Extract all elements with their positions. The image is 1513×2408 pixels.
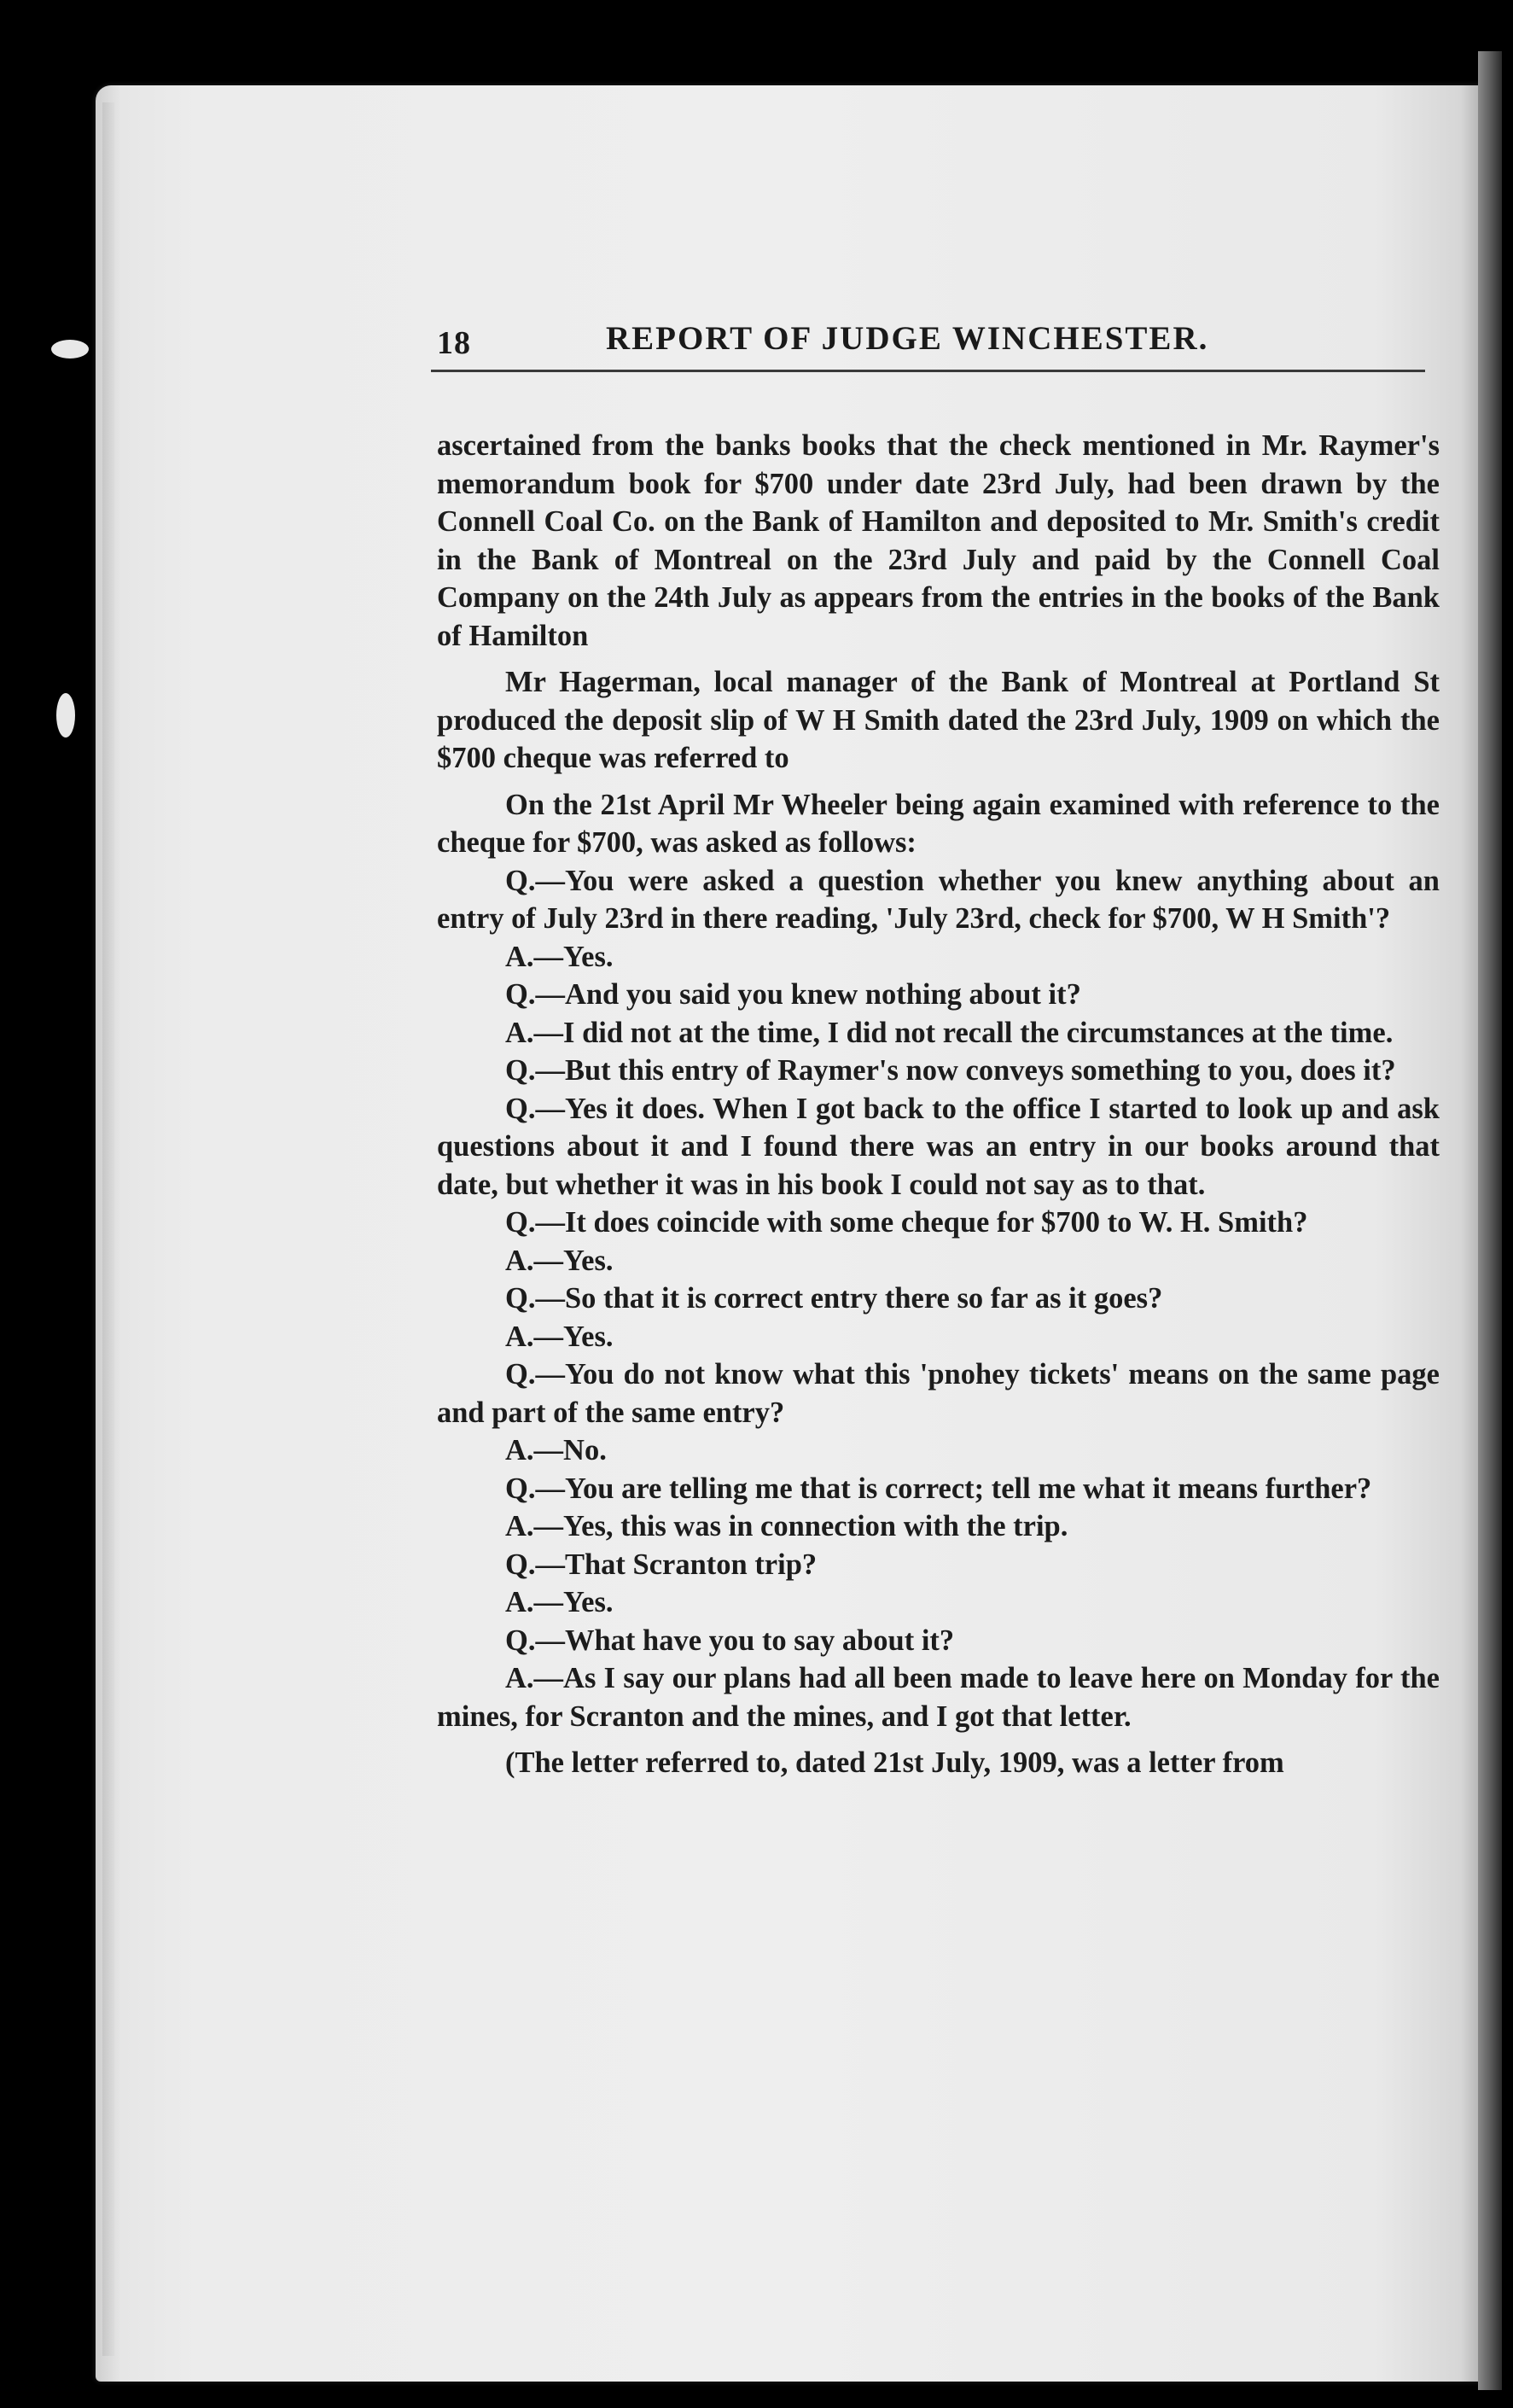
scan-speck (56, 693, 75, 738)
question: Q.—You were asked a question whether you knew anything about an entry of July 23rd in there reading, 'July 23rd, check for $700, W H Smith'? (437, 864, 1440, 935)
question: Q.—Yes it does. When I got back to the office I started to look up and ask questions about it and I found there was an entry in our books around that date, but whether it was in his book I could not say as to that. (437, 1092, 1440, 1201)
question: Q.—It does coincide with some cheque for $700 to W. H. Smith? (505, 1206, 1308, 1239)
question: Q.—What have you to say about it? (505, 1624, 955, 1657)
scan-speck (51, 340, 89, 359)
question: Q.—You do not know what this 'pnohey tickets' means on the same page and part of the same entry? (437, 1358, 1440, 1429)
question: Q.—So that it is correct entry there so far as it goes? (505, 1282, 1163, 1315)
paragraph: On the 21st April Mr Wheeler being again examined with reference to the cheque for $700, was asked as follows: (437, 788, 1440, 859)
body-text (437, 427, 1440, 1782)
answer: A.—I did not at the time, I did not recall the circumstances at the time. (505, 1016, 1394, 1049)
question: Q.—You are telling me that is correct; tell me what it means further? (505, 1472, 1372, 1505)
page-number: 18 (437, 325, 471, 361)
question: Q.—That Scranton trip? (505, 1548, 818, 1581)
question: Q.—But this entry of Raymer's now conveys something to you, does it? (505, 1054, 1396, 1087)
running-head: REPORT OF JUDGE WINCHESTER. (606, 320, 1209, 357)
page-header (437, 320, 1427, 376)
header-rule (431, 370, 1425, 372)
question: Q.—And you said you knew nothing about it? (505, 978, 1081, 1011)
paragraph: Mr Hagerman, local manager of the Bank of Montreal at Portland St produced the deposit slip of W H Smith dated the 23rd July, 1909 on which the $700 cheque was referred to (437, 666, 1440, 774)
page-edge-shadow (1478, 51, 1502, 2390)
answer: A.—As I say our plans had all been made to leave here on Monday for the mines, for Scranton and the mines, and I got that letter. (437, 1662, 1440, 1733)
paragraph: (The letter referred to, dated 21st July, 1909, was a letter from (505, 1746, 1284, 1779)
answer: A.—Yes, this was in connection with the trip. (505, 1510, 1068, 1542)
answer: A.—No. (505, 1434, 607, 1466)
answer: A.—Yes. (505, 1320, 614, 1353)
answer: A.—Yes. (505, 940, 614, 973)
paragraph: ascertained from the banks books that the check mentioned in Mr. Raymer's memorandum book for $700 under date 23rd July, had been drawn by the Connell Coal Co. on the Bank of Hamilton and deposited to Mr. Smith's credit in the Bank of Montreal on the 23rd July and paid by the Connell Coal Company on the 24th July as appears from the entries in the books of the Bank of Hamilton (437, 429, 1440, 652)
answer: A.—Yes. (505, 1244, 614, 1277)
answer: A.—Yes. (505, 1586, 614, 1618)
